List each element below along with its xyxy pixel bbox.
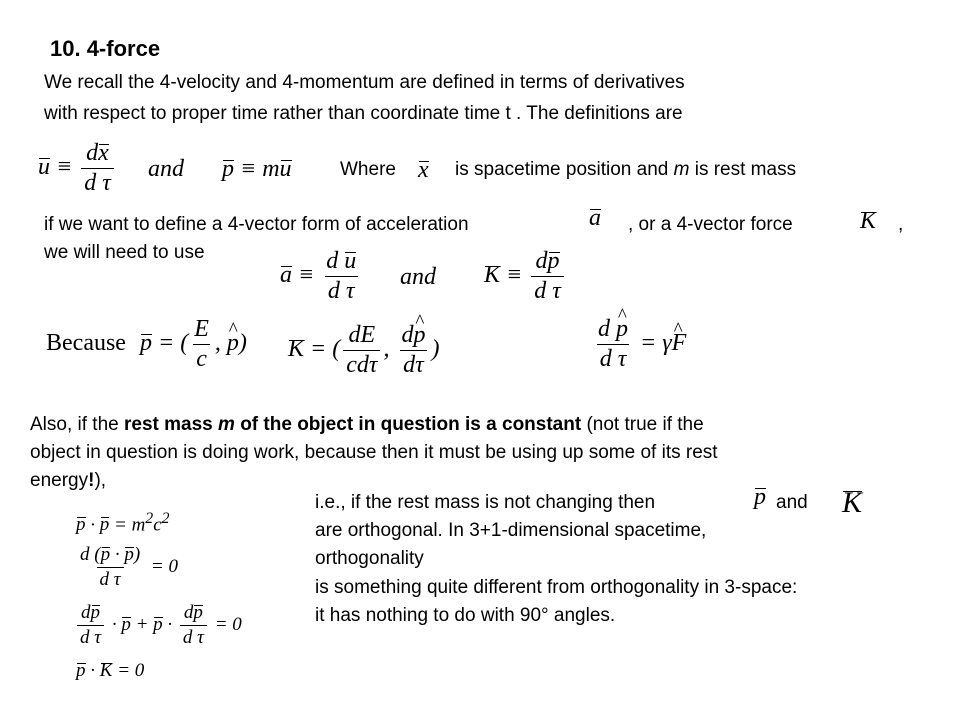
accel-line-2: we will need to use [44, 242, 205, 263]
intro-line-1: We recall the 4-velocity and 4-momentum are defined in terms of derivatives [44, 72, 685, 93]
ie-line-2: are orthogonal. In 3+1-dimensional spacetime, [315, 520, 707, 541]
ie-line-3: orthogonality [315, 548, 424, 569]
force-equation: K ≡ $\frac{dp}{\text{d τ}}$ [484, 248, 567, 305]
where-word: Where [340, 159, 396, 180]
ie-line-1-part-a: i.e., if the rest mass is not changing then [315, 492, 656, 513]
also-line-3: energy!), [30, 470, 107, 491]
force-components-equation: K = ( $\frac{dE}{\text{cdτ}}$ , $\frac{d\^{} p}{d\tau}$ ) [288, 322, 439, 379]
force-symbol-1: K [860, 208, 877, 234]
momentum-symbol: p [754, 484, 766, 510]
and-word-1: and [148, 156, 184, 182]
because-word: Because [46, 330, 126, 356]
ie-line-5: it has nothing to do with 90° angles. [315, 605, 616, 626]
momentum-definition-equation: p ≡ mu [222, 156, 292, 182]
where-description: is spacetime position and m is rest mass [455, 159, 797, 180]
force-symbol-2: K [842, 486, 863, 519]
slide-title: 10. 4-force [50, 36, 161, 61]
and-word-2: and [400, 264, 436, 290]
also-line-2: object in question is doing work, because then it must be using up some of its rest [30, 442, 718, 463]
gamma-force-equation: $\frac{d \^{} p}{\text{d τ}}$ = γ^ F [592, 316, 686, 373]
derivative-zero-equation: $\frac{d (p \cdot p)}{\text{d τ}}$ = 0 [80, 544, 178, 590]
position-symbol: x [418, 157, 429, 183]
product-rule-equation: $\frac{dp}{\text{d τ}}$ · p + p · $\frac{dp}{\text{d τ}}$ = 0 [74, 602, 242, 649]
acceleration-equation: a ≡ $\frac{\text{d u}}{\text{d τ}}$ [280, 248, 357, 304]
also-line-1: Also, if the rest mass m of the object in question is a constant (not true if the [30, 414, 704, 435]
ie-line-4: is something quite different from orthogonality in 3-space: [315, 577, 798, 598]
velocity-definition-equation: u ≡ $\frac{dx}{\text{d τ}}$ [38, 140, 117, 197]
accel-line-1-part-c: , [898, 214, 904, 235]
orthogonality-equation: p · K = 0 [76, 660, 145, 681]
ie-line-1-part-b: and [776, 492, 808, 513]
accel-line-1-part-b: , or a 4-vector force [628, 214, 793, 235]
momentum-components-equation: p = ( $\frac{E}{c}$ , ^ p) [140, 316, 247, 373]
intro-line-2: with respect to proper time rather than coordinate time t . The definitions are [44, 103, 683, 124]
accel-line-1-part-a: if we want to define a 4-vector form of acceleration [44, 214, 469, 235]
acceleration-symbol: a [589, 205, 601, 231]
momentum-square-equation: $p \cdot p = m^2c^2$ [76, 510, 170, 536]
